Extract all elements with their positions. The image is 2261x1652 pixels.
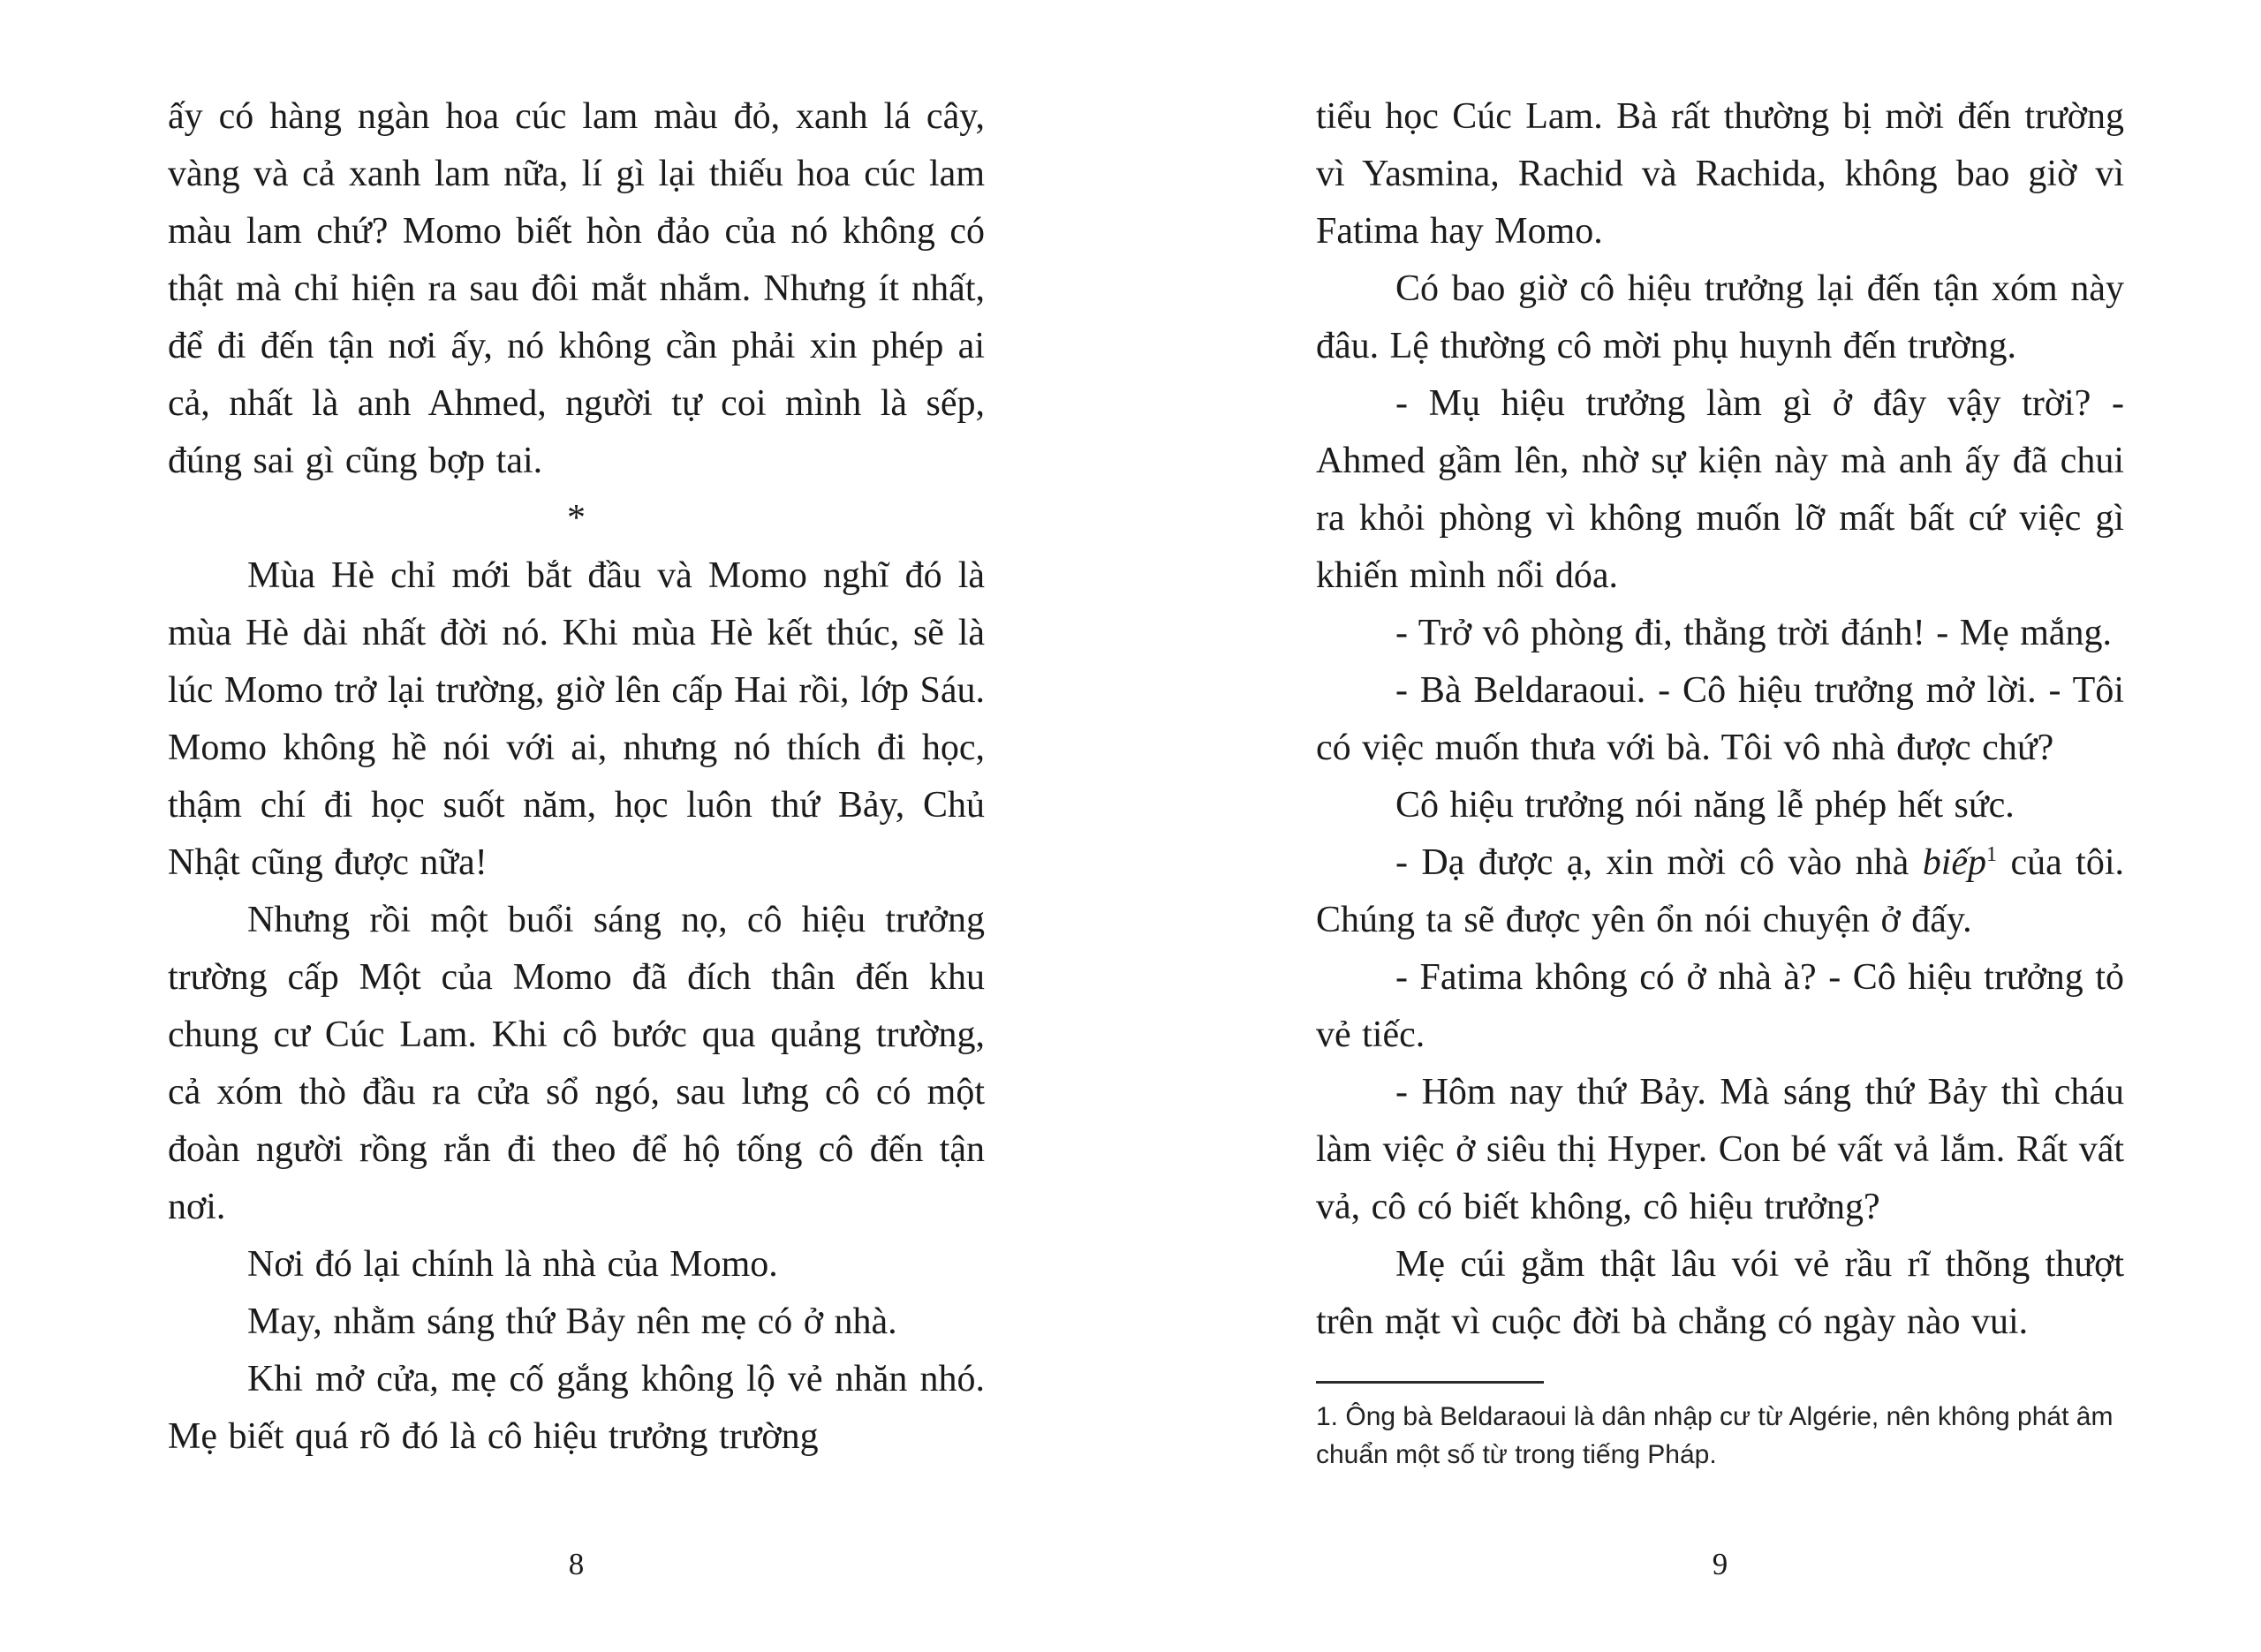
footnote-reference: 1 (1986, 843, 1998, 866)
paragraph-text: - Dạ được ạ, xin mời cô vào nhà (1395, 842, 1923, 883)
page-left (0, 0, 1130, 1652)
paragraph-with-footnote-ref (1316, 834, 2124, 949)
paragraph: Nhưng rồi một buổi sáng nọ, cô hiệu trưởng trường cấp Một của Momo đã đích thân đến khu chung cư Cúc Lam. Khi cô bước qua quảng trường, cả xóm thò đầu ra cửa sổ ngó, sau lưng cô có một đoàn người rồng rắn đi theo để hộ tống cô đến tận nơi. (168, 900, 985, 1227)
footnote-text: 1. Ông bà Beldaraoui là dân nhập cư từ Algérie, nên không phát âm chuẩn một số từ trong tiếng Pháp. (1316, 1402, 2114, 1469)
paragraph: - Hôm nay thứ Bảy. Mà sáng thứ Bảy thì cháu làm việc ở siêu thị Hyper. Con bé vất vả lắm. Rất vất vả, cô có biết không, cô hiệu trưởng? (1316, 1072, 2124, 1227)
paragraph: Có bao giờ cô hiệu trưởng lại đến tận xóm này đâu. Lệ thường cô mời phụ huynh đến trường. (1316, 268, 2124, 366)
paragraph: Mùa Hè chỉ mới bắt đầu và Momo nghĩ đó là mùa Hè dài nhất đời nó. Khi mùa Hè kết thúc, sẽ là lúc Momo trở lại trường, giờ lên cấp Hai rồi, lớp Sáu. Momo không hề nói với ai, nhưng nó thích đi học, thậm chí đi học suốt năm, học luôn thứ Bảy, Chủ Nhật cũng được nữa! (168, 555, 985, 883)
paragraph: Cô hiệu trưởng nói năng lễ phép hết sức. (1395, 785, 2015, 826)
page-number-left: 8 (568, 1547, 585, 1581)
italic-word: biếp (1922, 842, 1987, 883)
paragraph-continuation: tiểu học Cúc Lam. Bà rất thường bị mời đến trường vì Yasmina, Rachid và Rachida, không bao giờ vì Fatima hay Momo. (1316, 96, 2124, 252)
paragraph: Khi mở cửa, mẹ cố gắng không lộ vẻ nhăn nhó. Mẹ biết quá rõ đó là cô hiệu trưởng trường (168, 1359, 985, 1457)
paragraph: - Trở vô phòng đi, thằng trời đánh! - Mẹ mắng. (1395, 613, 2113, 653)
right-text-block (1316, 88, 2124, 1474)
paragraph-continuation: ấy có hàng ngàn hoa cúc lam màu đỏ, xanh lá cây, vàng và cả xanh lam nữa, lí gì lại thiếu hoa cúc lam màu lam chứ? Momo biết hòn đảo của nó không có thật mà chỉ hiện ra sau đôi mắt nhắm. Nhưng ít nhất, để đi đến tận nơi ấy, nó không cần phải xin phép ai cả, nhất là anh Ahmed, người tự coi mình là sếp, đúng sai gì cũng bợp tai. (168, 96, 985, 481)
paragraph: Nơi đó lại chính là nhà của Momo. (247, 1244, 778, 1285)
paragraph-text: của tôi. Chúng ta sẽ được yên ổn nói chuyện ở đấy. (1316, 842, 2125, 940)
left-text-block (168, 88, 985, 1466)
paragraph: - Fatima không có ở nhà à? - Cô hiệu trưởng tỏ vẻ tiếc. (1316, 957, 2124, 1055)
paragraph: - Bà Beldaraoui. - Cô hiệu trưởng mở lời. - Tôi có việc muốn thưa với bà. Tôi vô nhà được chứ? (1316, 670, 2124, 768)
section-break-asterisk: * (567, 498, 586, 539)
page-right (1130, 0, 2261, 1652)
paragraph: Mẹ cúi gằm thật lâu vói vẻ rầu rĩ thõng thượt trên mặt vì cuộc đời bà chẳng có ngày nào vui. (1316, 1244, 2124, 1342)
paragraph: - Mụ hiệu trưởng làm gì ở đây vậy trời? - Ahmed gầm lên, nhờ sự kiện này mà anh ấy đã chui ra khỏi phòng vì không muốn lỡ mất bất cứ việc gì khiến mình nổi dóa. (1316, 383, 2124, 596)
page-number-right: 9 (1712, 1547, 1728, 1581)
paragraph: May, nhằm sáng thứ Bảy nên mẹ có ở nhà. (247, 1301, 897, 1342)
footnote-divider (1316, 1381, 1544, 1384)
